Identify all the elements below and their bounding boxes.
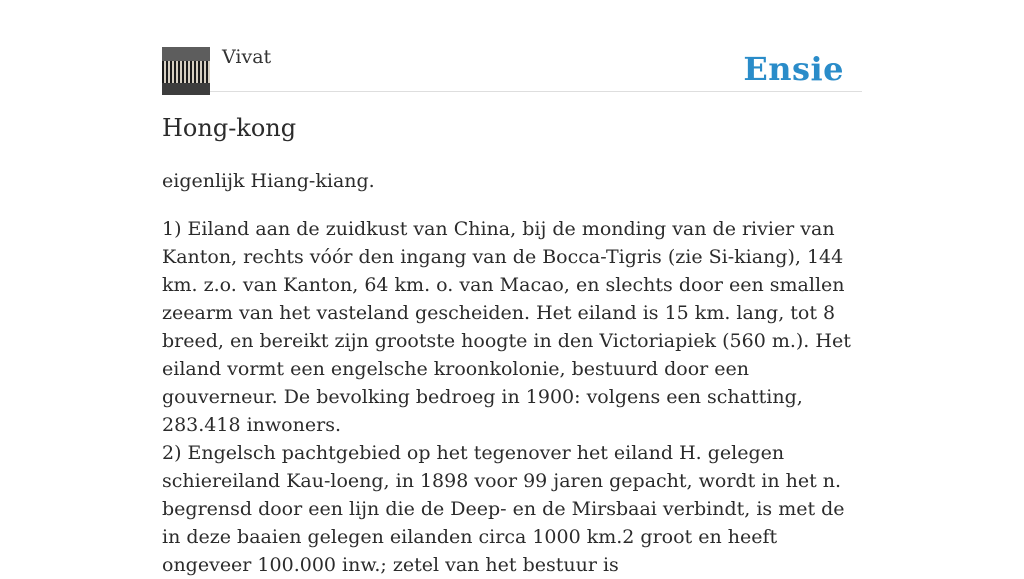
page-container <box>162 0 862 576</box>
article-title: Hong-kong <box>162 114 297 142</box>
brand-logo[interactable]: Ensie <box>743 50 844 88</box>
paragraph-2: 2) Engelsch pachtgebied op het tegenover het eiland H. gelegen schiereiland Kau-loeng, in 1898 voor 99 jaren gepacht, wordt in het n. begrensd door een lijn die de Deep- en de Mirsbaai verbindt, is met de in deze baaien gelegen eilanden circa 1000 km.2 groot en heeft ongeveer 100.000 inw.; zetel van het bestuur is <box>162 442 845 576</box>
header <box>162 0 862 92</box>
article-subtitle: eigenlijk Hiang-kiang. <box>162 170 375 192</box>
paragraph-1: 1) Eiland aan de zuidkust van China, bij de monding van de rivier van Kanton, rechts vóór den ingang van de Bocca-Tigris (zie Si-kiang), 144 km. z.o. van Kanton, 64 km. o. van Macao, en slechts door een smallen zeearm van het vasteland gescheiden. Het eiland is 15 km. lang, tot 8 breed, en bereikt zijn grootste hoogte in den Victoriapiek (560 m.). Het eiland vormt een engelsche kroonkolonie, bestuurd door een gouverneur. De bevolking bedroeg in 1900: volgens een schatting, 283.418 inwoners. <box>162 218 851 436</box>
article-body <box>162 215 862 579</box>
author-avatar[interactable] <box>162 47 210 95</box>
author-name[interactable]: Vivat <box>222 46 272 68</box>
